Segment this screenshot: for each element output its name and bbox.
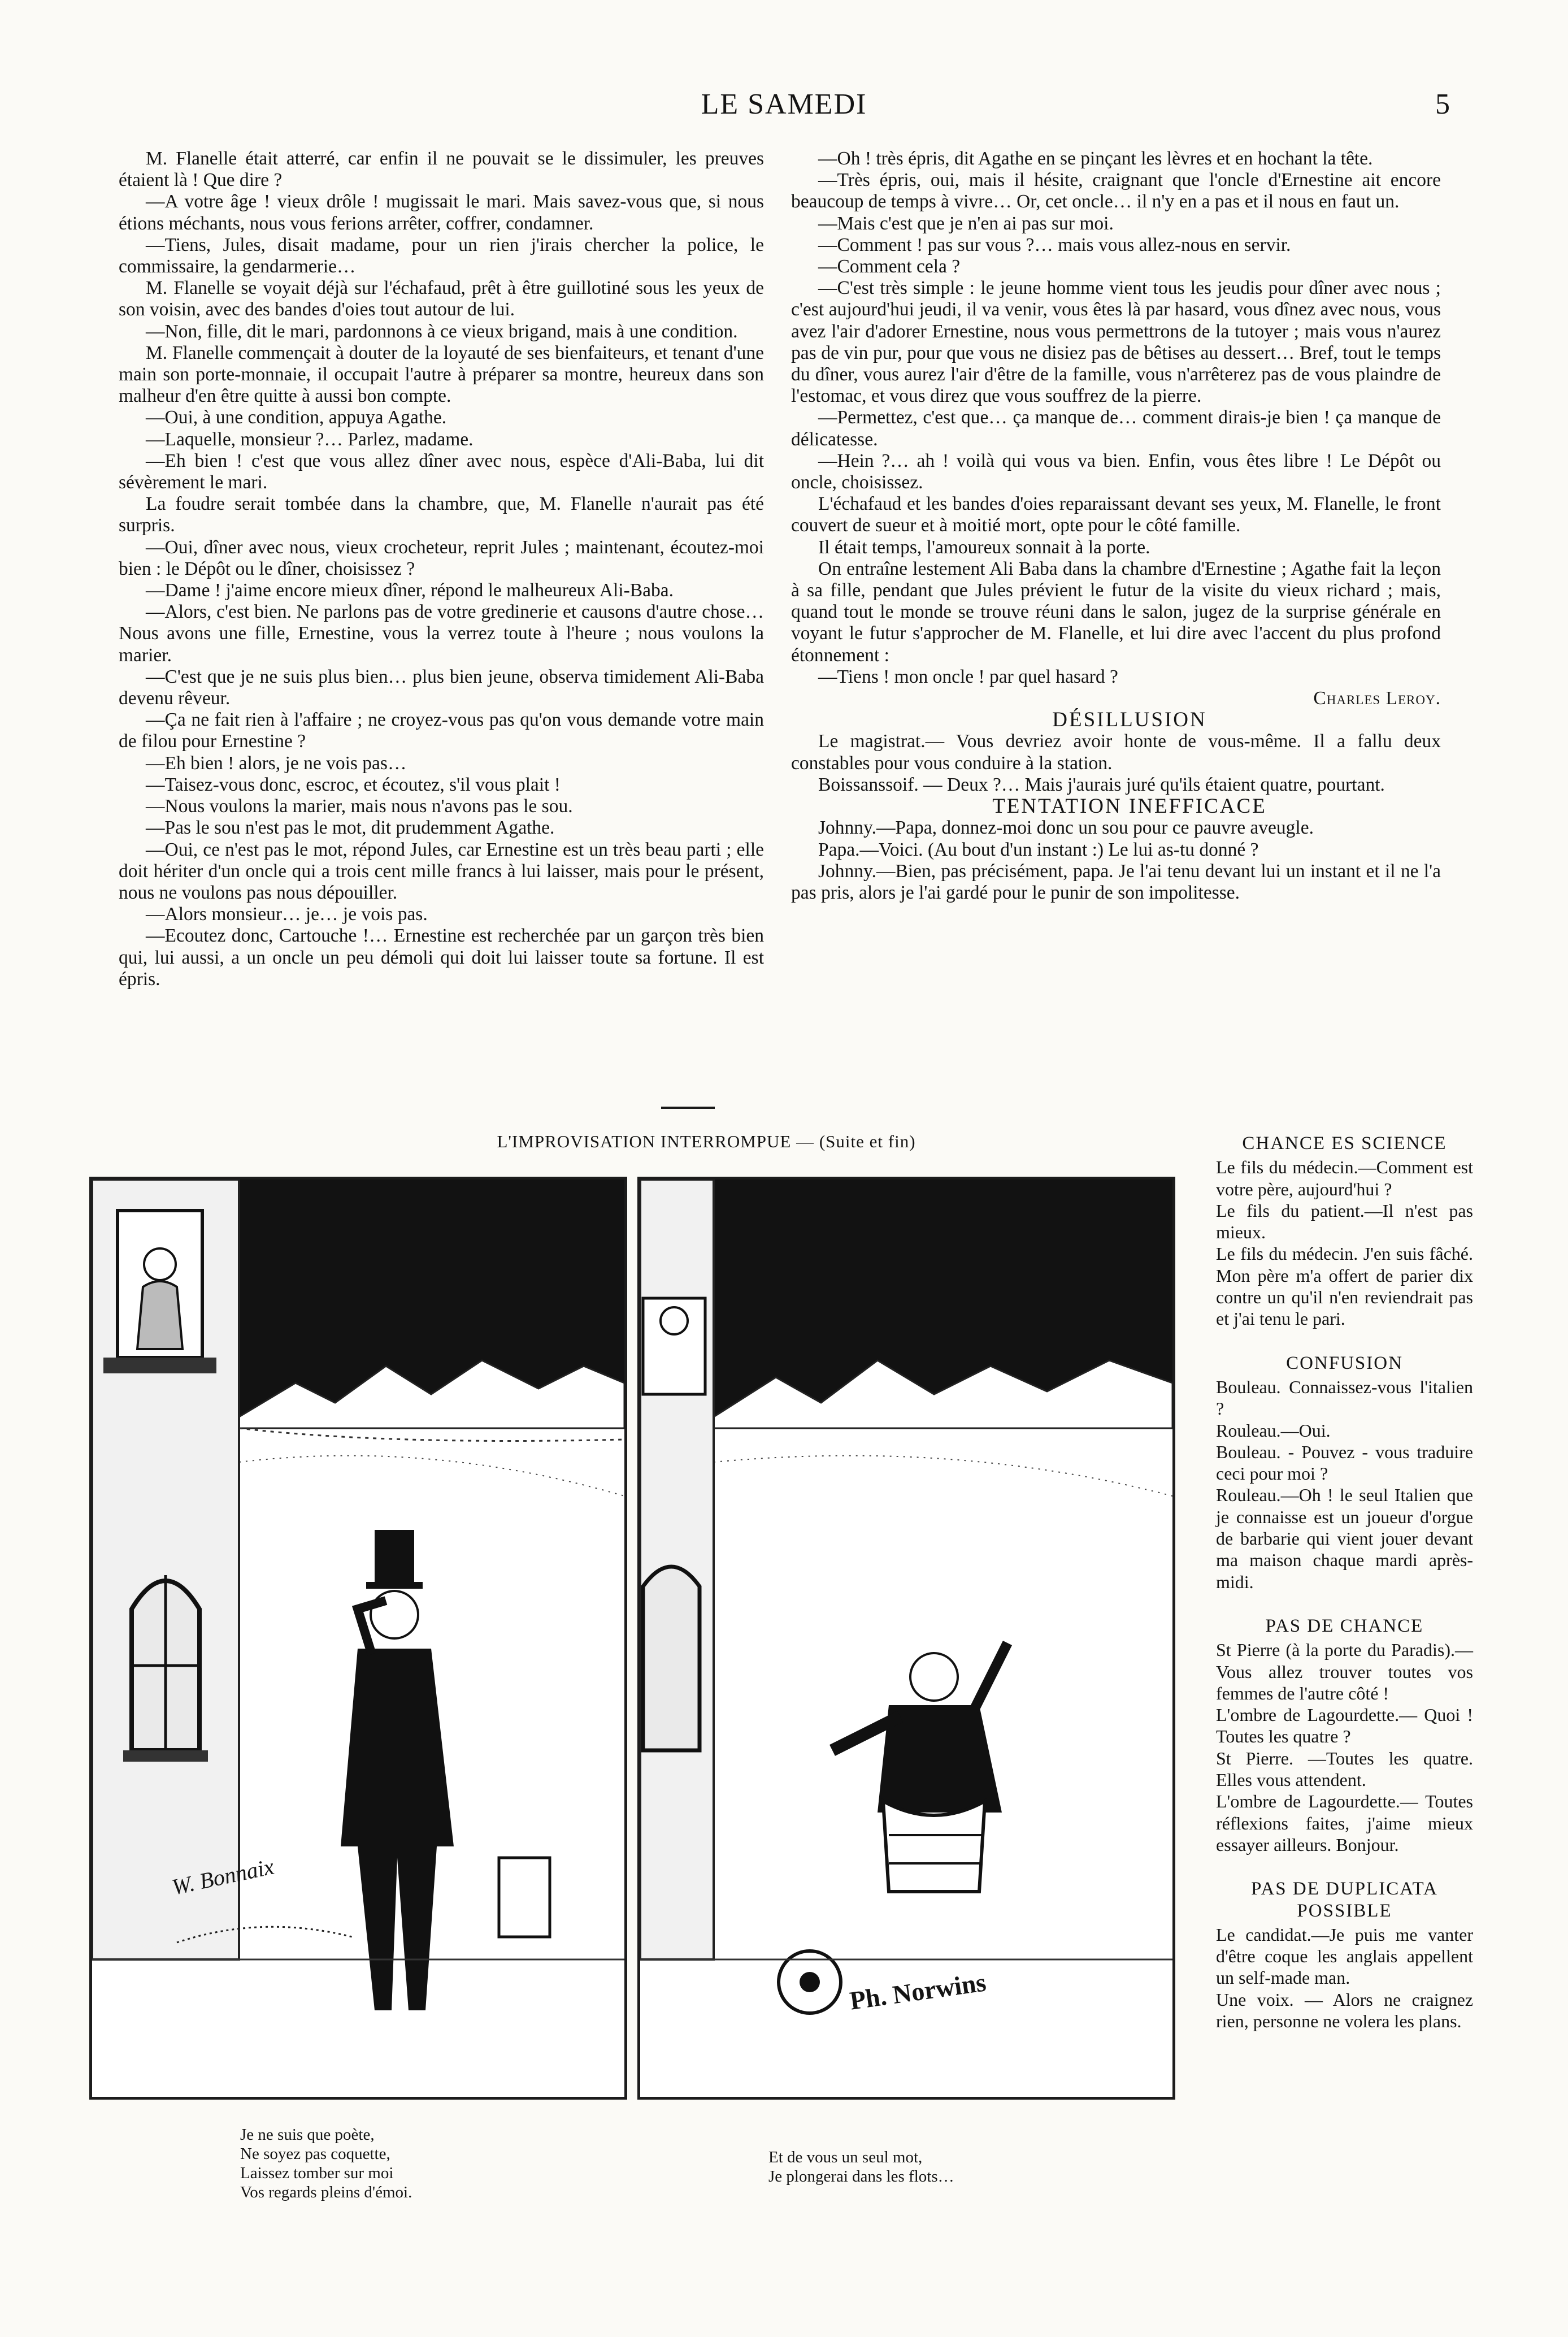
sidebar-title: CHANCE ES SCIENCE	[1242, 1133, 1447, 1154]
right-column	[791, 148, 1441, 904]
paragraph: —Permettez, c'est que… ça manque de… comment dirais-je bien ! ça manque de délicatesse.	[791, 407, 1441, 450]
paragraph: —Mais c'est que je n'en ai pas sur moi.	[818, 213, 1114, 234]
paragraph: —Tiens ! mon oncle ! par quel hasard ?	[818, 666, 1118, 687]
dialogue-line: Bouleau. Connaissez-vous l'italien ?	[1216, 1376, 1473, 1419]
paragraph: —C'est très simple : le jeune homme vient tous les jeudis pour dîner avec nous ; c'est aujourd'hui jeudi, il va venir, vous êtes là par hasard, vous dînez avec nous, vous avez l'air d'adorer Ernestine, nous vous permettrons de la tutoyer ; mais vous n'aurez pas de vin pur, pour que vous ne disiez pas de bêtises au dessert… Bref, tout le temps du dîner, vous aurez l'air d'être de la famille, vous n'arrêterez pas de vous plaindre de l'estomac, et vous direz que vous souffrez de la pierre.	[791, 278, 1441, 407]
dialogue-line: Rouleau.—Oh ! le seul Italien que je connaisse est un joueur d'orgue de barbarie qui vient jouer devant ma maison chaque mardi après-midi.	[1216, 1485, 1473, 1592]
caption-line: Je plongerai dans les flots…	[768, 2167, 954, 2186]
dialogue-line: St Pierre. —Toutes les quatre. Elles vous attendent.	[1216, 1748, 1473, 1790]
section-title-tentation: TENTATION INEFFICACE	[992, 795, 1267, 818]
dialogue-line: Johnny.—Papa, donnez-moi donc un sou pour ce pauvre aveugle.	[818, 817, 1314, 839]
cartoon-drawing-right	[640, 1180, 1172, 2097]
artist-signature-right: Ph. Norwins	[848, 1967, 988, 2015]
left-column	[119, 148, 764, 990]
dialogue-line: Le magistrat.— Vous devriez avoir honte de vous-même. Il a fallu deux constables pour vous conduire à la station.	[791, 731, 1441, 774]
dialogue-line: Le fils du médecin.—Comment est votre père, aujourd'hui ?	[1216, 1157, 1473, 1199]
dialogue-line: Papa.—Voici. (Au bout d'un instant :) Le lui as-tu donné ?	[818, 839, 1259, 860]
dialogue-line: Rouleau.—Oui.	[1216, 1420, 1331, 1441]
paragraph: M. Flanelle commençait à douter de la loyauté de ses bienfaiteurs, et tenant d'une main son porte-monnaie, il occupait l'autre à préparer sa montre, heureux dans son malheur d'en être quitte à aussi bon compte.	[119, 342, 764, 407]
paragraph: —Très épris, oui, mais il hésite, craignant que l'oncle d'Ernestine ait encore beaucoup de temps à vivre… Or, cet oncle… il n'y en a pas et il nous en faut un.	[791, 170, 1441, 213]
paragraph: —C'est que je ne suis plus bien… plus bien jeune, observa timidement Ali-Baba devenu rêveur.	[119, 666, 764, 709]
paragraph: —Ecoutez donc, Cartouche !… Ernestine est recherchée par un garçon très bien qui, lui aussi, a un oncle un peu démoli qui doit lui laisser toute sa fortune. Il est épris.	[119, 925, 764, 990]
paragraph: —Alors, c'est bien. Ne parlons pas de votre gredinerie et causons d'autre chose… Nous avons une fille, Ernestine, vous la verrez toute à l'heure ; nous voulons la marier.	[119, 601, 764, 666]
artist-signature-left: W. Bonnaix	[170, 1853, 276, 1900]
paragraph: —Comment ! pas sur vous ?… mais vous allez-nous en servir.	[818, 234, 1291, 255]
paragraph: —Oh ! très épris, dit Agathe en se pinçant les lèvres et en hochant la tête.	[818, 148, 1373, 169]
cartoon-title: L'IMPROVISATION INTERROMPUE — (Suite et fin)	[497, 1131, 916, 1151]
paragraph: —Comment cela ?	[818, 256, 961, 278]
paragraph: —Tiens, Jules, disait madame, pour un rien j'irais chercher la police, le commissaire, la gendarmerie…	[119, 234, 764, 278]
paragraph: —A votre âge ! vieux drôle ! mugissait le mari. Mais savez-vous que, si nous étions méchants, nous vous ferions arrêter, coffrer, condamner.	[119, 191, 764, 234]
paragraph: —Eh bien ! c'est que vous allez dîner avec nous, espèce d'Ali-Baba, lui dit sévèrement le mari.	[119, 450, 764, 493]
paragraph: On entraîne lestement Ali Baba dans la chambre d'Ernestine ; Agathe fait la leçon à sa fille, pendant que Jules prévient le futur de la visite du vieux richard ; mais, quand tout le monde se trouve réuni dans le salon, jugez de la surprise générale en voyant le futur s'approcher de M. Flanelle, et lui dire avec l'accent du plus profond étonnement :	[791, 558, 1441, 666]
dialogue-line: Boissanssoif. — Deux ?… Mais j'aurais juré qu'ils étaient quatre, pourtant.	[818, 774, 1385, 795]
caption-line: Ne soyez pas coquette,	[240, 2145, 390, 2163]
paragraph: —Pas le sou n'est pas le mot, dit prudemment Agathe.	[146, 817, 555, 839]
dialogue-line: Le candidat.—Je puis me vanter d'être coque les anglais appellent un self-made man.	[1216, 1924, 1473, 1988]
caption-line: Et de vous un seul mot,	[768, 2148, 923, 2166]
cartoon-drawing-left	[92, 1180, 624, 2097]
cartoon-panel-left	[89, 1177, 627, 2100]
paragraph: —Ça ne fait rien à l'affaire ; ne croyez-vous pas qu'on vous demande votre main de filou pour Ernestine ?	[119, 709, 764, 752]
paragraph: —Dame ! j'aime encore mieux dîner, répond le malheureux Ali-Baba.	[146, 580, 674, 601]
caption-left	[240, 2125, 523, 2202]
dialogue-line: St Pierre (à la porte du Paradis).—Vous allez trouver toutes vos femmes de l'autre côté !	[1216, 1640, 1473, 1703]
caption-right	[768, 2148, 1062, 2186]
paragraph: —Taisez-vous donc, escroc, et écoutez, s'il vous plait !	[146, 774, 561, 795]
paragraph: M. Flanelle était atterré, car enfin il ne pouvait se le dissimuler, les preuves étaient là ! Que dire ?	[119, 148, 764, 191]
paragraph: —Nous voulons la marier, mais nous n'avons pas le sou.	[146, 796, 573, 817]
paragraph: L'échafaud et les bandes d'oies reparaissant devant ses yeux, M. Flanelle, le front couvert de sueur et à moitié mort, opte pour le côté famille.	[791, 493, 1441, 536]
dialogue-line: L'ombre de Lagourdette.— Toutes réflexions faites, j'aime mieux essayer ailleurs. Bonjour.	[1216, 1791, 1473, 1855]
paragraph: —Hein ?… ah ! voilà qui vous va bien. Enfin, vous êtes libre ! Le Dépôt ou oncle, choisissez.	[791, 450, 1441, 493]
paragraph: —Alors monsieur… je… je vois pas.	[146, 904, 428, 925]
paragraph: M. Flanelle se voyait déjà sur l'échafaud, prêt à être guillotiné sous les yeux de son voisin, avec des bandes d'oies tout autour de lui.	[119, 278, 764, 320]
paragraph: —Oui, à une condition, appuya Agathe.	[146, 407, 447, 428]
dialogue-line: Le fils du patient.—Il n'est pas mieux.	[1216, 1200, 1473, 1243]
caption-line: Laissez tomber sur moi	[240, 2164, 394, 2182]
paragraph: —Non, fille, dit le mari, pardonnons à ce vieux brigand, mais à une condition.	[146, 320, 738, 342]
paragraph: La foudre serait tombée dans la chambre, que, M. Flanelle n'aurait pas été surpris.	[119, 493, 764, 536]
author-signature: Charles Leroy.	[1313, 688, 1441, 709]
dialogue-line: Johnny.—Bien, pas précisément, papa. Je l'ai tenu devant lui un instant et il ne l'a pas pris, alors je l'ai gardé pour le punir de son impolitesse.	[791, 860, 1441, 903]
sidebar-title: PAS DE DUPLICATA POSSIBLE	[1251, 1879, 1438, 1921]
section-title-desillusion: DÉSILLUSION	[1052, 708, 1207, 732]
caption-line: Je ne suis que poète,	[240, 2126, 375, 2144]
paragraph: —Laquelle, monsieur ?… Parlez, madame.	[146, 428, 474, 450]
paragraph: Il était temps, l'amoureux sonnait à la porte.	[818, 536, 1150, 558]
section-divider	[661, 1107, 715, 1109]
page-number: 5	[1435, 88, 1450, 120]
paragraph: —Oui, ce n'est pas le mot, répond Jules, car Ernestine est un très beau parti ; elle doit hériter d'un oncle qui a trois cent mille francs à lui laisser, mais pour le présent, nous ne voulons pas nous dépouiller.	[119, 839, 764, 903]
masthead-title: LE SAMEDI	[701, 88, 867, 120]
dialogue-line: Une voix. — Alors ne craignez rien, personne ne volera les plans.	[1216, 1989, 1473, 2031]
sidebar-title: CONFUSION	[1286, 1352, 1403, 1373]
dialogue-line: Bouleau. - Pouvez - vous traduire ceci pour moi ?	[1216, 1441, 1473, 1484]
paragraph: —Oui, dîner avec nous, vieux crocheteur, reprit Jules ; maintenant, écoutez-moi bien : le Dépôt ou le dîner, choisissez ?	[119, 536, 764, 579]
cartoon-panel-right	[637, 1177, 1175, 2100]
dialogue-line: Le fils du médecin. J'en suis fâché. Mon père m'a offert de parier dix contre un qu'il n'en reviendrait pas et j'ai tenu le pari.	[1216, 1243, 1473, 1329]
sidebar-column	[1216, 1125, 1473, 2032]
sidebar-title: PAS DE CHANCE	[1265, 1615, 1424, 1636]
caption-line: Vos regards pleins d'émoi.	[240, 2183, 412, 2201]
dialogue-line: L'ombre de Lagourdette.— Quoi ! Toutes les quatre ?	[1216, 1705, 1473, 1747]
paragraph: —Eh bien ! alors, je ne vois pas…	[146, 752, 407, 774]
